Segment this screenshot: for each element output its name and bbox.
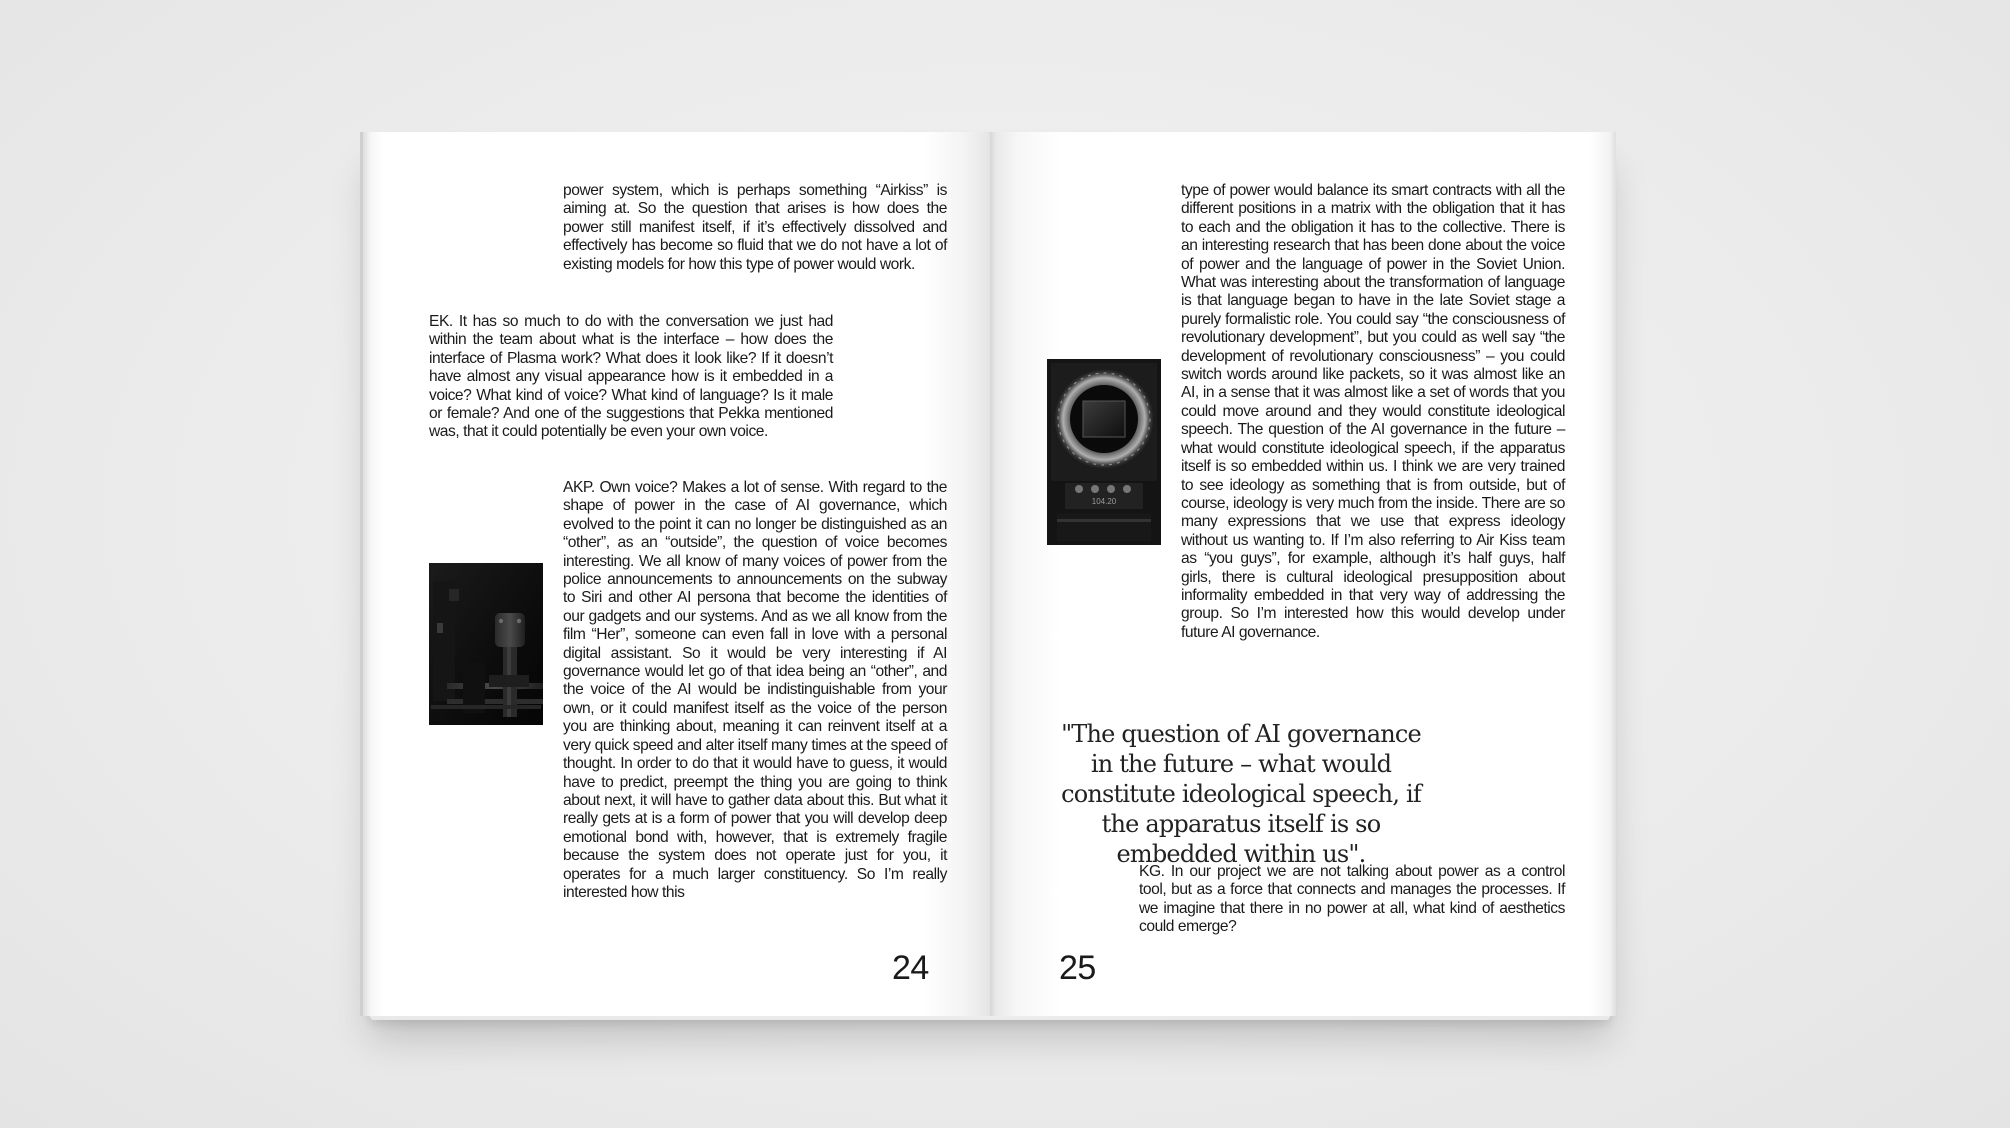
right-paragraph-kg: KG. In our project we are not talking about power as a control tool, but as a force that connects and manages the processes. If we imagine that there in no power at all, what kind of aesthetics could emerge? bbox=[1139, 863, 1565, 936]
image-label: 104.20 bbox=[1091, 497, 1117, 506]
open-booklet bbox=[360, 132, 1616, 1016]
pull-quote: "The question of AI governance in the future – what would constitute ideological speech, if the apparatus itself is so embedded within us". bbox=[1061, 720, 1421, 868]
left-paragraph-akp: AKP. Own voice? Makes a lot of sense. With regard to the shape of power in the case of AI governance, which evolved to the point it can no longer be distinguished as an “other”, as an “outside”, the question of voice becomes interesting. We all know of many voices of power from the police announcements to announcements on the subway to Siri and other AI persona that become the identities of our gadgets and our systems. And as we all know from the film “Her”, someone can even fall in love with a personal digital assistant. So it would be very interesting if AI governance would let go of that idea being an “other”, and the voice of the AI would be indistinguishable from your own, or it could manifest itself as the voice of the person you are thinking about, meaning it can reinvent itself at a very quick speed and alter itself many times at the speed of thought. In order to do that it would have to guess, it would have to predict, preempt the thing you are going to think about next, it will have to gather data about this. But what it really gets at is a form of power that you will develop deep emotional bond with, however, that is extremely fragile because the system does not operate just for you, it operates for a much larger constituency. So I’m really interested how this bbox=[563, 479, 947, 901]
right-page bbox=[990, 132, 1616, 1016]
left-page bbox=[360, 132, 990, 1016]
camera-rig-photo bbox=[429, 563, 543, 725]
lens-mount-illustration bbox=[1047, 359, 1161, 545]
left-paragraph-ek: EK. It has so much to do with the conversation we just had within the team about what is the interface – how does the interface of Plasma work? What does it look like? If it doesn’t have almost any visual appearance how is it embedded in a voice? What kind of voice? What kind of language? Is it male or female? And one of the suggestions that Pekka mentioned was, that it could potentially be even your own voice. bbox=[429, 313, 833, 441]
page-number-left: 24 bbox=[892, 949, 929, 987]
right-paragraph-intro: type of power would balance its smart contracts with all the different positions in a matrix with the obligation that it has to each and the obligation it has to the collective. There is an interesting research that has been done about the voice of power and the language of power in the Soviet Union. What was interesting about the transformation of language is that language began to have in the late Soviet stage a purely formalistic role. You could say “the consciousness of revolutionary development”, but you could as well say “the development of revolutionary consciousness” – you could switch words around like packets, so it was almost like an AI, in a sense that it was almost like a set of words that you could move around and they would constitute ideological speech. The question of the AI governance in the future – what would constitute ideological speech, if the apparatus itself is so embedded within us. I think we are very trained to see ideology as something that is from outside, but of course, ideology is very much from the inside. There are so many expressions that we use that express ideology without us wanting to. If I’m also referring to Air Kiss team as “you guys”, for example, although it’s half guys, half girls, there is cultural ideological presupposition about informality embedded in that very way of addressing the group. So I’m interested how this would develop under future AI governance. bbox=[1181, 182, 1565, 641]
camera-rig-illustration bbox=[429, 563, 543, 725]
left-paragraph-intro: power system, which is perhaps something “Airkiss” is aiming at. So the question that arises is how does the power still manifest itself, if it’s effectively dissolved and effectively has become so fluid that we do not have a lot of existing models for how this type of power would work. bbox=[563, 182, 947, 273]
camera-lens-mount-photo bbox=[1047, 359, 1161, 545]
page-number-right: 25 bbox=[1059, 949, 1096, 987]
